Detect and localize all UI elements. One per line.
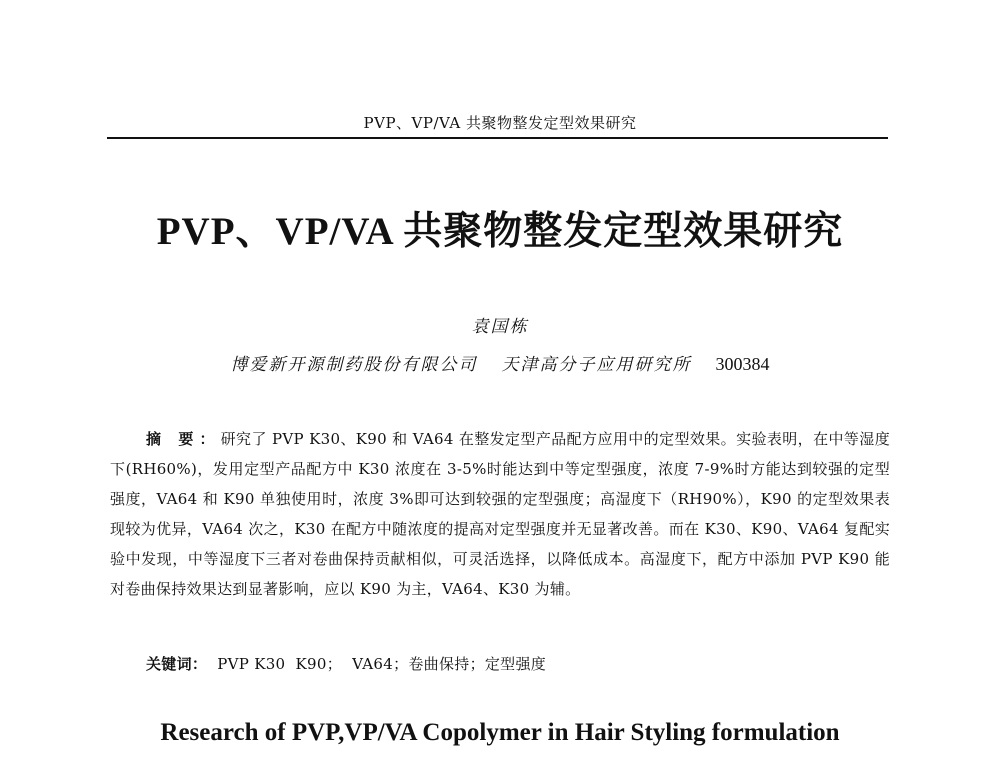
affiliation (0, 352, 1000, 377)
running-header: PVP、VP/VA 共聚物整发定型效果研究 (363, 114, 637, 132)
english-title: Research of PVP,VP/VA Copolymer in Hair Styling formulation (160, 719, 840, 746)
abstract-label: 摘 要： (146, 430, 221, 448)
paper-title: PVP、VP/VA 共聚物整发定型效果研究 (156, 210, 844, 253)
keywords-text: PVP K30 K90； VA64；卷曲保持；定型强度 (217, 655, 547, 673)
affiliation-company: 博爱新开源制药股份有限公司 (230, 355, 478, 375)
abstract (110, 424, 890, 604)
author-name: 袁国栋 (471, 317, 529, 337)
keywords-label: 关键词： (146, 655, 208, 673)
keywords (146, 652, 546, 676)
affiliation-institute: 天津高分子应用研究所 (501, 355, 692, 375)
abstract-text: 研究了 PVP K30、K90 和 VA64 在整发定型产品配方应用中的定型效果。实验表明，在中等湿度下(RH60%)，发用定型产品配方中 K30 浓度在 3-5%时能达到中等定型强度，浓度 7-9%时方能达到较强的定型强度，VA64 和 K90 单独使用时，浓度 3%即可达到较强的定型强度；高湿度下（RH90%），K90 的定型效果表现较为优异，VA64 次之，K30 在配方中随浓度的提高对定型强度并无显著改善。而在 K30、K90、VA64 复配实验中发现，中等湿度下三者对卷曲保持贡献相似，可灵活选择，以降低成本。高湿度下，配方中添加 PVP K90 能对卷曲保持效果达到显著影响，应以 K90 为主，VA64、K30 为辅。 (110, 430, 890, 598)
header-rule (107, 137, 888, 139)
affiliation-postcode: 300384 (715, 354, 770, 374)
